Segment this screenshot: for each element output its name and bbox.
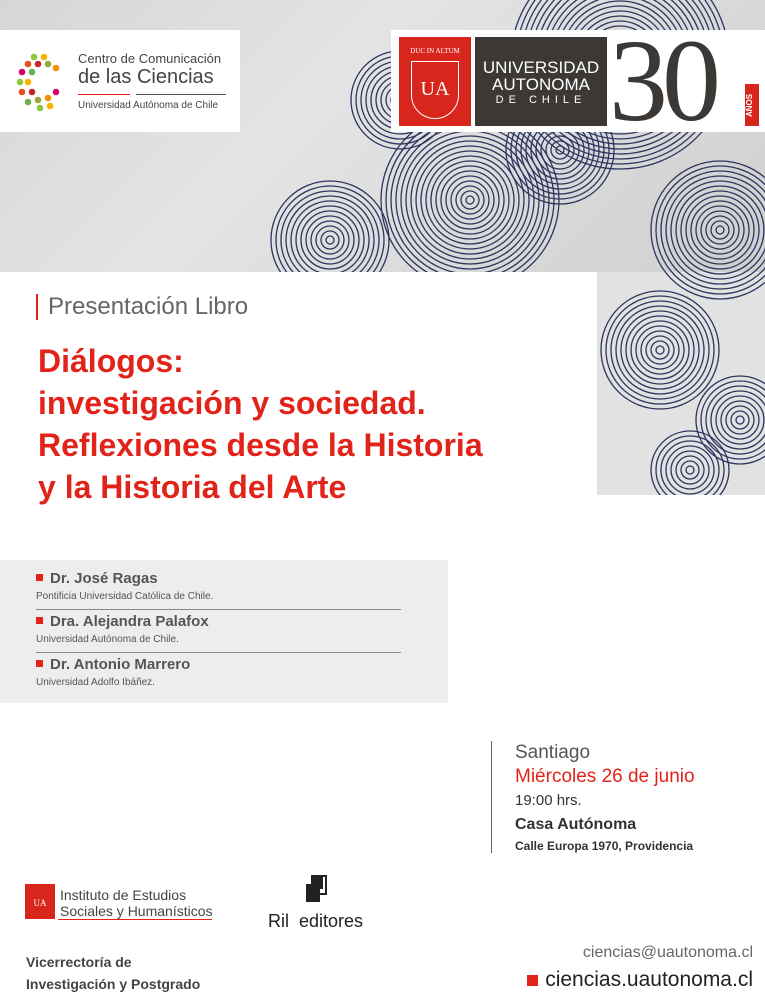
- ua-name: UNIVERSIDAD: [482, 58, 600, 77]
- swirl-line: [676, 186, 764, 274]
- logo-text: Comunicación: [138, 51, 222, 66]
- speaker-name: Dr. Antonio Marrero: [36, 656, 401, 673]
- logo-dot: [37, 105, 44, 112]
- title-line: Reflexiones desde la Historia: [38, 427, 483, 463]
- ril-logo: [263, 872, 368, 932]
- swirl-line: [391, 121, 549, 279]
- center-comunicacion-logo: [0, 30, 240, 132]
- swirl-line: [451, 181, 489, 219]
- motto: DUC IN ALTUM: [410, 47, 460, 55]
- swirl-line: [466, 196, 474, 204]
- institute-name: Sociales y Humanísticos: [60, 903, 213, 919]
- logo-dot: [31, 54, 38, 61]
- event-venue: Casa Autónoma: [515, 816, 637, 833]
- ua-initials: UA: [411, 61, 459, 119]
- ril-mark-icon: [300, 872, 332, 904]
- speaker-item: [36, 613, 401, 645]
- speaker-item: [36, 570, 401, 602]
- swirl-line: [276, 186, 384, 294]
- swirl-line: [291, 201, 369, 279]
- website-link[interactable]: [527, 968, 753, 992]
- swirl-line: [401, 131, 539, 269]
- logo-dot: [35, 97, 42, 104]
- swirl-line: [681, 191, 759, 269]
- event-city: Santiago: [515, 742, 591, 763]
- swirl-line: [691, 201, 749, 259]
- swirl-line: [441, 171, 499, 229]
- swirl-line: [326, 236, 334, 244]
- publisher-name: Ril: [267, 911, 289, 931]
- event-address: Calle Europa 1970, Providencia: [515, 839, 694, 853]
- speakers-panel: [0, 560, 448, 703]
- ua-logo: [391, 15, 765, 146]
- swirl-line: [316, 226, 344, 254]
- swirl-line: [716, 226, 724, 234]
- dots-logo-icon: [14, 52, 64, 112]
- swirl-line: [546, 136, 574, 164]
- event-details: [491, 741, 695, 853]
- ua-name: DE CHILE: [495, 94, 587, 106]
- swirl-line: [706, 216, 734, 244]
- swirl-line: [696, 206, 744, 254]
- swirl-line: [711, 221, 729, 239]
- logo-dot: [25, 99, 32, 106]
- ua-name-block: [475, 37, 607, 126]
- logo-text: de las: [78, 66, 137, 88]
- swirl-line: [446, 176, 494, 224]
- swirl-line: [396, 126, 544, 274]
- divider: [36, 652, 401, 653]
- divider: [58, 919, 212, 920]
- anniversary-number: 30: [609, 15, 715, 146]
- speaker-affiliation: Universidad Adolfo Ibáñez.: [36, 677, 155, 688]
- logo-dot: [53, 89, 60, 96]
- logo-dot: [25, 61, 32, 68]
- ua-name: AUTONOMA: [492, 75, 590, 94]
- vicerrectoria-name: Investigación y Postgrado: [26, 976, 201, 992]
- event-time: 19:00 hrs.: [515, 792, 582, 809]
- title-line: investigación y sociedad.: [38, 385, 426, 421]
- logo-dot: [47, 103, 54, 110]
- swirl-line: [551, 141, 569, 159]
- swirl-line: [406, 136, 534, 264]
- logo-dot: [19, 69, 26, 76]
- ua-shield: [399, 37, 471, 126]
- vicerrectoria-name: Vicerrectoría de: [26, 954, 132, 970]
- speaker-name: Dr. José Ragas: [36, 570, 401, 587]
- logo-dot: [35, 61, 42, 68]
- swirl-line: [461, 191, 479, 209]
- logo-dot: [19, 89, 26, 96]
- event-kicker: Presentación Libro: [36, 294, 248, 320]
- contact-email[interactable]: ciencias@uautonoma.cl: [582, 944, 753, 961]
- logo-dot: [17, 79, 24, 86]
- logo-dot: [29, 69, 36, 76]
- logo-dot: [45, 61, 52, 68]
- swirl-line: [556, 146, 564, 154]
- event-title: [38, 340, 483, 508]
- swirl-line: [541, 131, 579, 169]
- logo-subtitle: Universidad Autónoma de Chile: [78, 100, 219, 111]
- divider: [78, 94, 130, 95]
- divider: [36, 609, 401, 610]
- ua-shield-icon: UA: [25, 884, 55, 919]
- logo-dot: [25, 79, 32, 86]
- event-date: Miércoles 26 de junio: [515, 766, 695, 787]
- logo-text: Ciencias: [136, 66, 214, 88]
- speaker-affiliation: Universidad Autónoma de Chile.: [36, 634, 179, 645]
- title-line: y la Historia del Arte: [38, 469, 347, 505]
- speaker-name: Dra. Alejandra Palafox: [36, 613, 401, 630]
- website-text[interactable]: ciencias.uautonoma.cl: [545, 968, 753, 991]
- swirl-line: [311, 221, 349, 259]
- swirl-line: [301, 211, 359, 269]
- logo-dot: [29, 89, 36, 96]
- institute-name: Instituto de Estudios: [60, 887, 187, 903]
- logo-dot: [45, 95, 52, 102]
- swirl-line: [701, 211, 739, 249]
- divider: [136, 94, 226, 95]
- anniversary-unit: AÑOS: [745, 84, 759, 126]
- logo-dot: [53, 65, 60, 72]
- swirl-line: [426, 156, 514, 244]
- swirl-line: [456, 186, 484, 214]
- speaker-item: [36, 656, 401, 688]
- swirl-line: [286, 196, 374, 284]
- publisher-name: editores: [298, 911, 364, 931]
- swirl-line: [271, 181, 389, 299]
- swirl-line: [431, 161, 509, 239]
- logo-text: Centro de: [78, 51, 139, 66]
- swirl-line: [306, 216, 354, 264]
- speaker-affiliation: Pontificia Universidad Católica de Chile.: [36, 591, 214, 602]
- title-line: Diálogos:: [38, 343, 184, 379]
- bullet-icon: [527, 975, 538, 986]
- logo-dot: [41, 54, 48, 61]
- swirl-line: [321, 231, 339, 249]
